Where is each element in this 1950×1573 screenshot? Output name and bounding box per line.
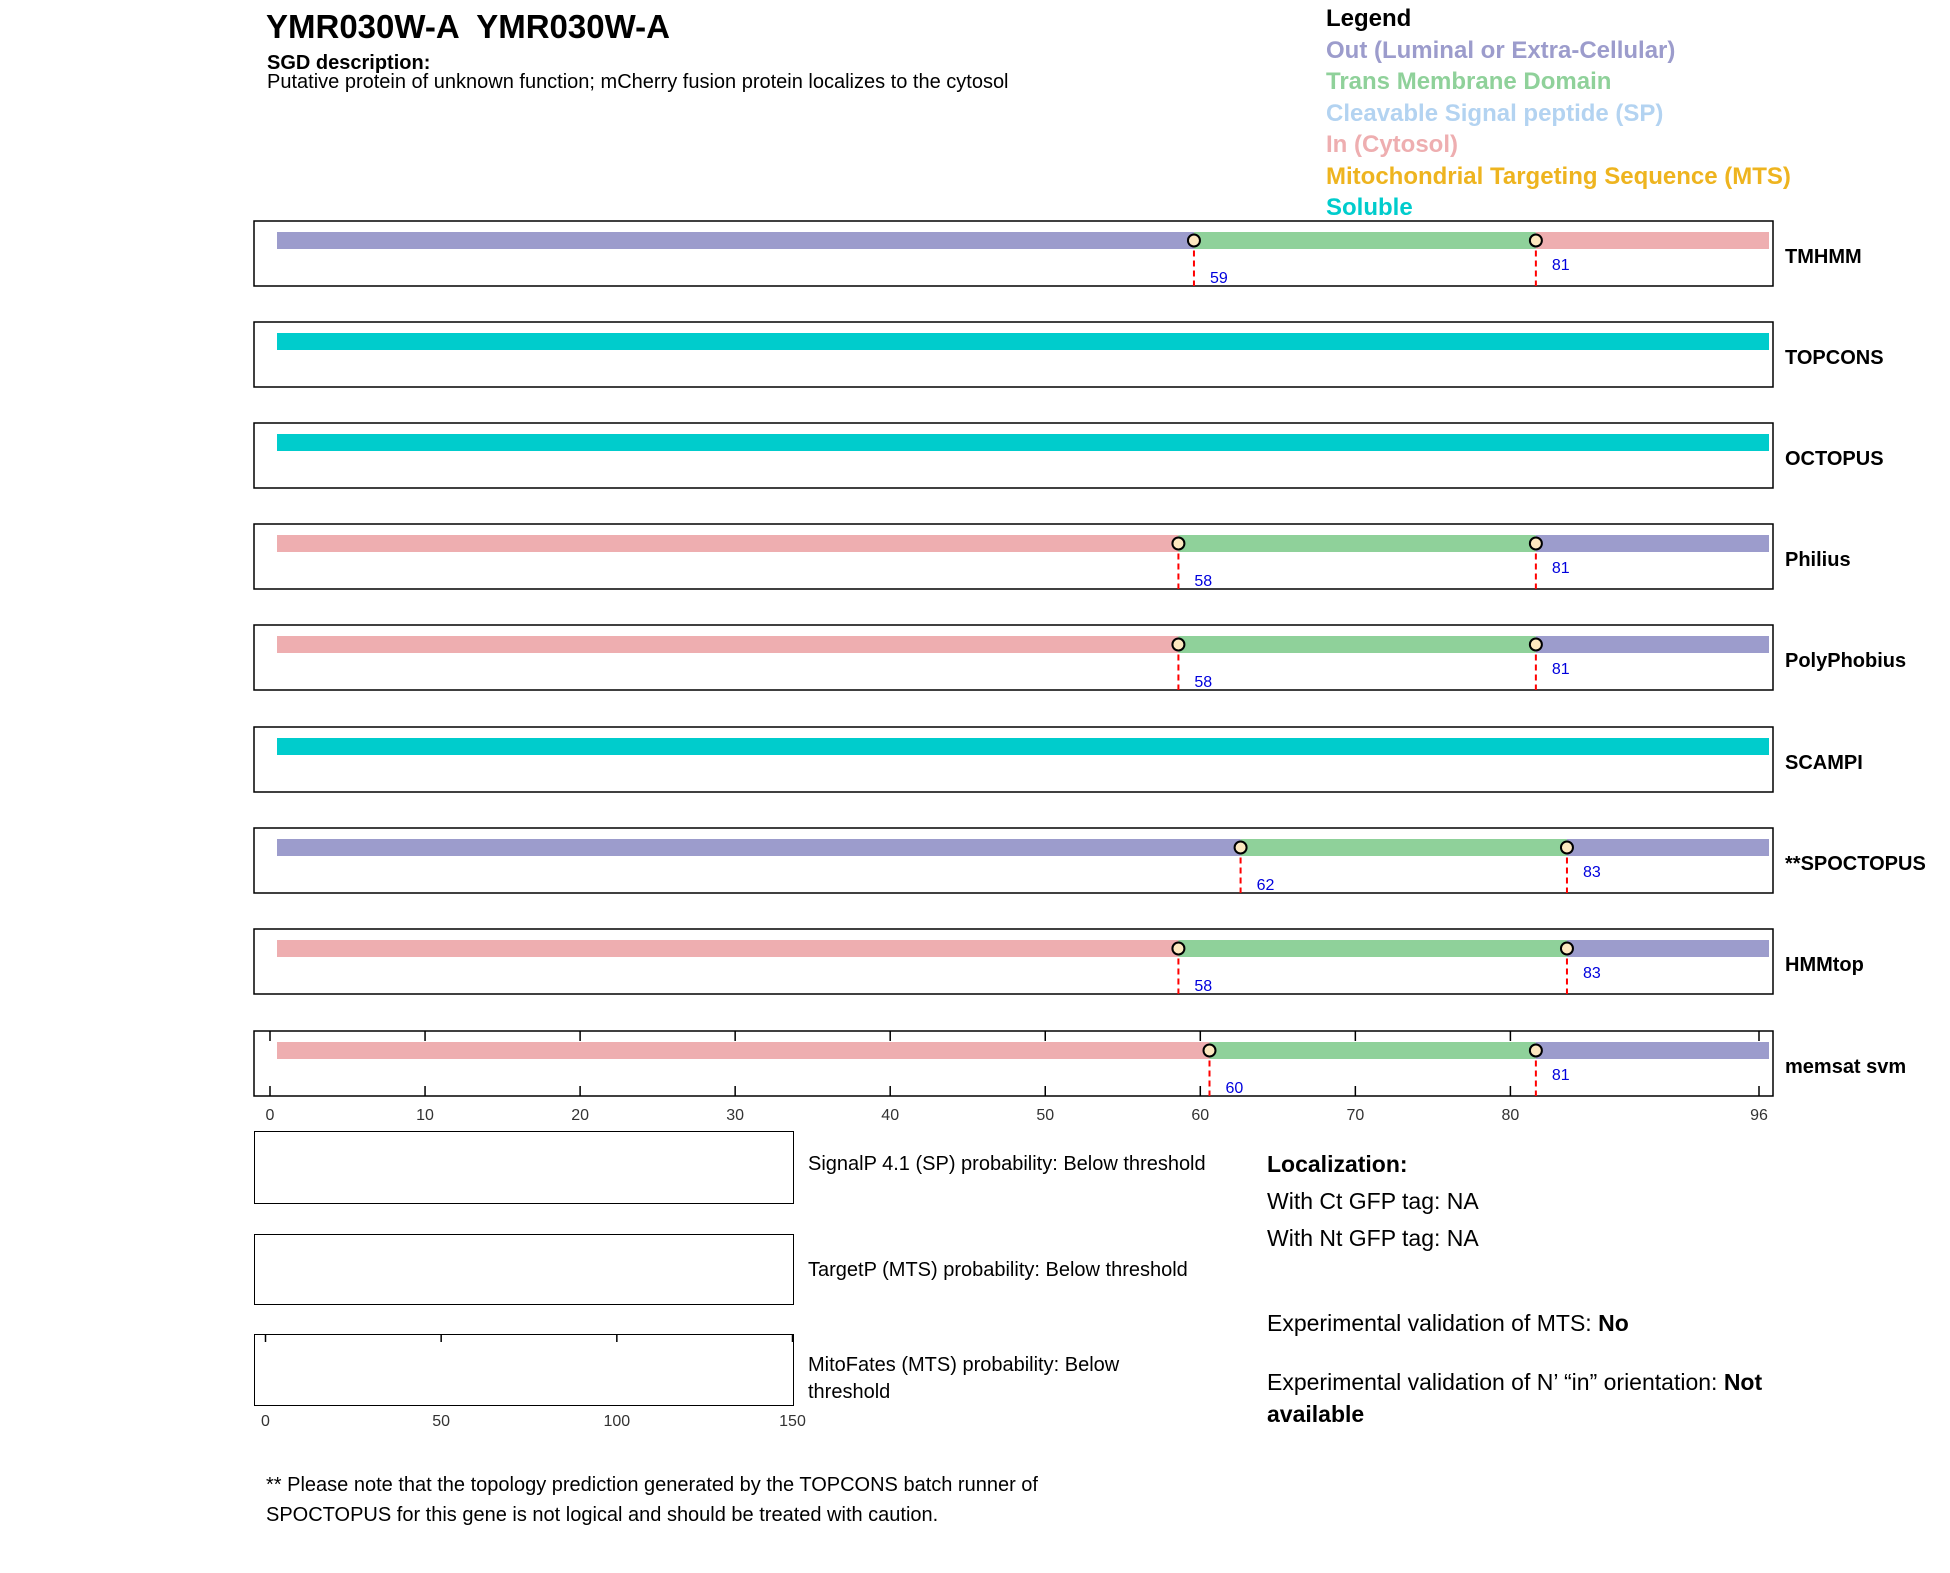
mitofates-axis bbox=[240, 1330, 820, 1440]
segment-in bbox=[1536, 232, 1769, 249]
segment-tm bbox=[1194, 232, 1536, 249]
segment-in bbox=[277, 535, 1178, 552]
mitofates-tick-label: 0 bbox=[261, 1413, 270, 1430]
x-tick-label: 96 bbox=[1750, 1107, 1768, 1124]
track-panel bbox=[254, 929, 1773, 994]
boundary-marker bbox=[1235, 842, 1247, 854]
boundary-marker bbox=[1561, 842, 1573, 854]
boundary-label: 83 bbox=[1582, 965, 1601, 982]
boundary-label: 58 bbox=[1194, 573, 1213, 590]
signalp-text: SignalP 4.1 (SP) probability: Below threshold bbox=[808, 1153, 1206, 1175]
orientation-validation-value: Not bbox=[1723, 1369, 1763, 1395]
boundary-marker bbox=[1530, 639, 1542, 651]
segment-soluble bbox=[277, 738, 1769, 755]
segment-tm bbox=[1178, 636, 1535, 653]
mitofates-tick-label: 150 bbox=[779, 1413, 806, 1430]
orientation-validation-label: Experimental validation of N’ “in” orientation: bbox=[1267, 1369, 1724, 1395]
sgd-description-label: SGD description: bbox=[267, 52, 431, 74]
x-tick-label: 40 bbox=[881, 1107, 900, 1124]
segment-soluble bbox=[277, 333, 1769, 350]
mts-validation bbox=[1267, 1310, 1629, 1337]
boundary-marker bbox=[1530, 538, 1542, 550]
footnote-line2: SPOCTOPUS for this gene is not logical and should be treated with caution. bbox=[266, 1504, 939, 1526]
boundary-label: 81 bbox=[1551, 661, 1570, 678]
mitofates-tick-label: 50 bbox=[432, 1413, 451, 1430]
track-panel bbox=[254, 727, 1773, 792]
segment-tm bbox=[1178, 940, 1567, 957]
x-tick-label: 20 bbox=[571, 1107, 589, 1124]
track-panel bbox=[254, 524, 1773, 589]
track-name: Philius bbox=[1785, 549, 1851, 571]
segment-in bbox=[277, 940, 1178, 957]
legend-title: Legend bbox=[1326, 5, 1412, 32]
segment-out bbox=[277, 232, 1194, 249]
x-tick-label: 60 bbox=[1191, 1107, 1210, 1124]
track-panel bbox=[254, 322, 1773, 387]
track-name: OCTOPUS bbox=[1785, 448, 1884, 470]
boundary-label: 81 bbox=[1551, 1067, 1570, 1084]
legend-item-out: Out (Luminal or Extra-Cellular) bbox=[1326, 37, 1676, 64]
mts-validation-value: No bbox=[1598, 1310, 1629, 1336]
orientation-validation-value-cont: available bbox=[1267, 1401, 1365, 1427]
orientation-validation bbox=[1267, 1369, 1762, 1396]
segment-in bbox=[277, 1042, 1210, 1059]
track-panel bbox=[254, 1031, 1773, 1096]
track-name: TMHMM bbox=[1785, 246, 1862, 268]
targetp-text: TargetP (MTS) probability: Below threshold bbox=[808, 1259, 1188, 1281]
boundary-marker bbox=[1530, 235, 1542, 247]
boundary-marker bbox=[1204, 1045, 1216, 1057]
segment-out bbox=[277, 839, 1241, 856]
track-name: TOPCONS bbox=[1785, 347, 1884, 369]
mitofates-text-line2: threshold bbox=[808, 1381, 891, 1403]
track-panel bbox=[254, 221, 1773, 286]
mitofates-text-line1: MitoFates (MTS) probability: Below bbox=[808, 1354, 1120, 1376]
boundary-label: 58 bbox=[1194, 978, 1213, 995]
boundary-label: 60 bbox=[1225, 1080, 1244, 1097]
boundary-label: 83 bbox=[1582, 864, 1601, 881]
legend-item-soluble: Soluble bbox=[1326, 194, 1413, 221]
localization-ct: With Ct GFP tag: NA bbox=[1267, 1188, 1479, 1214]
x-tick-label: 50 bbox=[1036, 1107, 1055, 1124]
segment-out bbox=[1536, 535, 1769, 552]
track-panel bbox=[254, 828, 1773, 893]
boundary-marker bbox=[1530, 1045, 1542, 1057]
legend-item-tm: Trans Membrane Domain bbox=[1326, 68, 1612, 95]
boundary-marker bbox=[1172, 943, 1184, 955]
segment-tm bbox=[1210, 1042, 1536, 1059]
legend-item-mts: Mitochondrial Targeting Sequence (MTS) bbox=[1326, 163, 1791, 190]
segment-in bbox=[277, 636, 1178, 653]
boundary-label: 81 bbox=[1551, 560, 1570, 577]
x-tick-label: 30 bbox=[726, 1107, 745, 1124]
track-name: memsat svm bbox=[1785, 1056, 1907, 1078]
segment-soluble bbox=[277, 434, 1769, 451]
boundary-label: 62 bbox=[1256, 877, 1275, 894]
legend-item-in: In (Cytosol) bbox=[1326, 131, 1458, 158]
footnote-line1: ** Please note that the topology prediction generated by the TOPCONS batch runner of bbox=[266, 1474, 1038, 1496]
boundary-marker bbox=[1188, 235, 1200, 247]
localization-title: Localization: bbox=[1267, 1151, 1408, 1177]
track-name: SCAMPI bbox=[1785, 752, 1863, 774]
boundary-label: 81 bbox=[1551, 257, 1570, 274]
boundary-marker bbox=[1561, 943, 1573, 955]
mts-validation-label: Experimental validation of MTS: bbox=[1267, 1310, 1599, 1336]
x-tick-label: 80 bbox=[1501, 1107, 1520, 1124]
boundary-marker bbox=[1172, 538, 1184, 550]
track-panel bbox=[254, 423, 1773, 488]
localization-nt: With Nt GFP tag: NA bbox=[1267, 1225, 1479, 1251]
boundary-marker bbox=[1172, 639, 1184, 651]
segment-tm bbox=[1241, 839, 1567, 856]
segment-out bbox=[1567, 839, 1769, 856]
segment-out bbox=[1536, 1042, 1769, 1059]
x-tick-label: 0 bbox=[265, 1107, 275, 1124]
track-name: **SPOCTOPUS bbox=[1785, 853, 1926, 875]
boundary-label: 59 bbox=[1209, 270, 1228, 287]
segment-tm bbox=[1178, 535, 1535, 552]
page-title: YMR030W-A YMR030W-A bbox=[266, 8, 670, 45]
boundary-label: 58 bbox=[1194, 674, 1213, 691]
sgd-description-text: Putative protein of unknown function; mCherry fusion protein localizes to the cytosol bbox=[267, 71, 1009, 93]
signalp-panel bbox=[254, 1131, 794, 1204]
track-panel bbox=[254, 625, 1773, 690]
x-tick-label: 10 bbox=[416, 1107, 434, 1124]
x-tick-label: 70 bbox=[1346, 1107, 1365, 1124]
track-name: PolyPhobius bbox=[1785, 650, 1907, 672]
track-name: HMMtop bbox=[1785, 954, 1864, 976]
legend-item-sp: Cleavable Signal peptide (SP) bbox=[1326, 100, 1664, 127]
mitofates-tick-label: 100 bbox=[603, 1413, 631, 1430]
segment-out bbox=[1567, 940, 1769, 957]
segment-out bbox=[1536, 636, 1769, 653]
targetp-panel bbox=[254, 1234, 794, 1305]
